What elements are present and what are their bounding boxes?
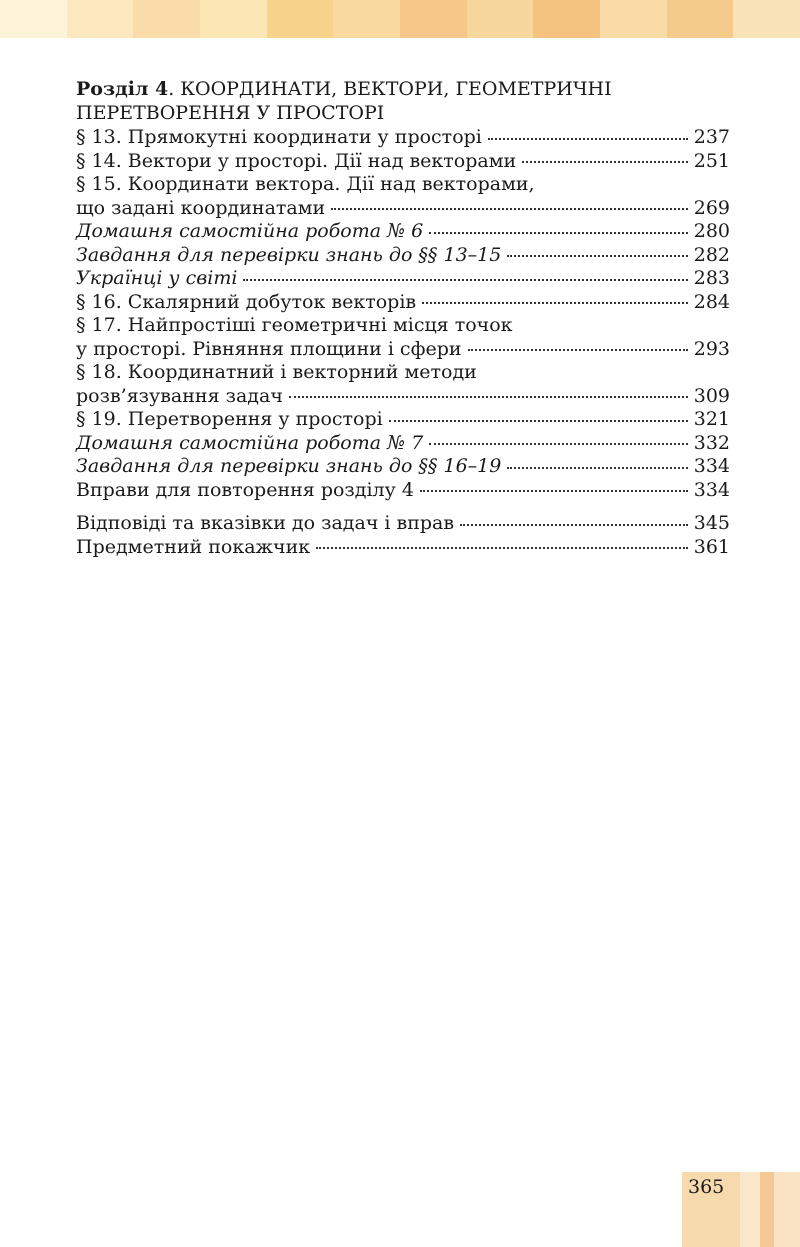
entry-page: 309	[693, 384, 730, 407]
spacer	[76, 502, 730, 512]
toc-entry[interactable]	[76, 408, 730, 432]
dot-leader	[460, 524, 688, 526]
entry-title: Українці у світі	[76, 267, 238, 289]
entry-page: 321	[693, 408, 730, 430]
section-heading	[76, 78, 730, 125]
entry-title: § 13. Прямокутні координати у просторі	[76, 126, 482, 148]
entry-page: 332	[693, 431, 730, 454]
entry-title: Завдання для перевірки знань до §§ 13–15	[76, 243, 502, 266]
toc-entry[interactable]	[76, 385, 730, 409]
dot-leader	[429, 232, 687, 234]
entry-page: 282	[693, 243, 730, 266]
dot-leader	[488, 138, 688, 140]
entry-title: Предметний покажчик	[76, 535, 311, 558]
entry-title-line1: § 17. Найпростіші геометричні місця точок	[76, 314, 513, 336]
entry-title: § 14. Вектори у просторі. Дії над векторами	[76, 149, 517, 172]
dot-leader	[468, 349, 688, 351]
entry-page: 334	[693, 455, 730, 477]
toc-entry[interactable]	[76, 244, 730, 268]
dot-leader	[289, 396, 688, 398]
toc-entry[interactable]	[76, 150, 730, 174]
entry-page: 269	[693, 196, 730, 219]
toc-entry[interactable]	[76, 536, 730, 560]
page-number: 365	[688, 1176, 725, 1198]
entry-title-line1: § 15. Координати вектора. Дії над векторами,	[76, 173, 535, 195]
entry-title: Відповіді та вказівки до задач і вправ	[76, 512, 455, 534]
header-decoration	[0, 0, 800, 38]
toc-entry[interactable]	[76, 220, 730, 244]
entry-page: 237	[693, 126, 730, 148]
entry-title: Домашня самостійна робота № 7	[76, 431, 424, 454]
entry-title: розв’язування задач	[76, 384, 283, 407]
entry-page: 345	[693, 512, 730, 534]
toc-entry[interactable]	[76, 197, 730, 221]
dot-leader	[243, 279, 687, 281]
dot-leader	[429, 443, 687, 445]
toc-entry[interactable]	[76, 512, 730, 536]
toc-entry[interactable]	[76, 455, 730, 479]
toc-entry[interactable]	[76, 267, 730, 291]
table-of-contents	[76, 78, 730, 559]
section-title-line2: ПЕРЕТВОРЕННЯ У ПРОСТОРІ	[76, 101, 385, 124]
entry-title: у просторі. Рівняння площини і сфери	[76, 337, 462, 360]
entry-page: 283	[693, 267, 730, 289]
entry-title: Домашня самостійна робота № 6	[76, 220, 424, 242]
toc-entry[interactable]	[76, 291, 730, 315]
entry-title: що задані координатами	[76, 196, 326, 219]
dot-leader	[507, 467, 687, 469]
dot-leader	[507, 255, 687, 257]
dot-leader	[316, 547, 688, 549]
toc-entry[interactable]	[76, 432, 730, 456]
entry-title: § 16. Скалярний добуток векторів	[76, 290, 417, 313]
entry-page: 334	[693, 478, 730, 501]
entry-title: Завдання для перевірки знань до §§ 16–19	[76, 455, 502, 477]
dot-leader	[422, 302, 688, 304]
dot-leader	[389, 420, 688, 422]
entry-title: Вправи для повторення розділу 4	[76, 478, 414, 501]
toc-entry[interactable]	[76, 479, 730, 503]
entry-page: 284	[693, 290, 730, 313]
dot-leader	[522, 161, 688, 163]
toc-entry[interactable]	[76, 126, 730, 150]
dot-leader	[420, 490, 688, 492]
dot-leader	[331, 208, 688, 210]
section-label: Розділ 4	[76, 78, 169, 100]
entry-page: 251	[693, 149, 730, 172]
entry-title-line1: § 18. Координатний і векторний методи	[76, 361, 477, 383]
entry-page: 293	[693, 337, 730, 360]
toc-entry[interactable]	[76, 338, 730, 362]
entry-page: 280	[693, 220, 730, 242]
section-title-line1: . КООРДИНАТИ, ВЕКТОРИ, ГЕОМЕТРИЧНІ	[168, 78, 612, 100]
entry-title: § 19. Перетворення у просторі	[76, 408, 383, 430]
entry-page: 361	[693, 535, 730, 558]
